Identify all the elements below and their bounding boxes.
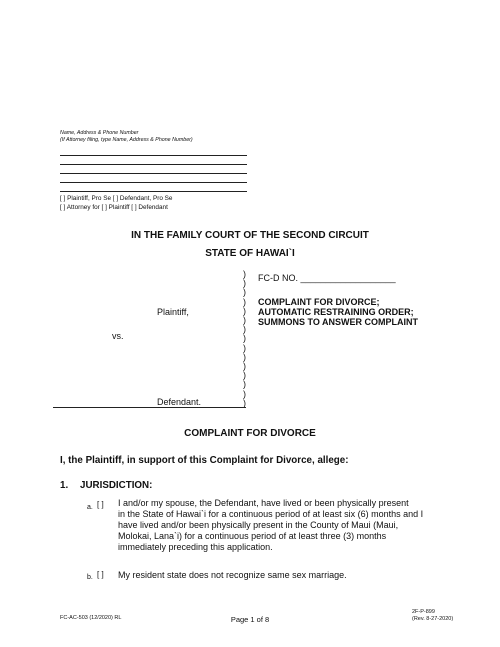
defendant-label: Defendant. bbox=[157, 397, 202, 407]
item-b-marker: b. bbox=[87, 574, 93, 581]
caption-title-line-1: COMPLAINT FOR DIVORCE; bbox=[258, 297, 380, 307]
item-a-checkbox[interactable]: [ ] bbox=[97, 500, 104, 509]
section-number: 1. bbox=[60, 480, 69, 491]
state-name: STATE OF HAWAI`I bbox=[205, 248, 295, 259]
item-a-line-5: immediately preceding this application. bbox=[118, 542, 273, 552]
address-line-1[interactable] bbox=[60, 155, 247, 156]
name-address-label: Name, Address & Phone Number bbox=[60, 130, 139, 136]
case-number-field[interactable]: FC-D NO. ___________________ bbox=[258, 273, 396, 283]
intro-sentence: I, the Plaintiff, in support of this Complaint for Divorce, allege: bbox=[60, 455, 349, 466]
item-a-line-4: Molokai, Lana`i) for a continuous period of at least three (3) months bbox=[118, 531, 387, 541]
item-a-marker: a. bbox=[87, 504, 93, 511]
address-line-5[interactable] bbox=[60, 191, 247, 192]
address-line-4[interactable] bbox=[60, 182, 247, 183]
item-b-checkbox[interactable]: [ ] bbox=[97, 570, 104, 579]
item-b-text: My resident state does not recognize same sex marriage. bbox=[118, 570, 347, 580]
caption-title bbox=[258, 297, 418, 327]
caption-bottom-line bbox=[53, 407, 246, 408]
revision-date: (Rev. 8-27-2020) bbox=[412, 616, 454, 622]
address-line-2[interactable] bbox=[60, 164, 247, 165]
item-a-line-2: in the State of Hawai`i for a continuous period of at least six (6) months and I bbox=[118, 509, 424, 519]
attorney-note: (If Attorney filing, type Name, Address & Phone Number) bbox=[60, 137, 193, 143]
item-a-text bbox=[118, 498, 443, 553]
section-title: JURISDICTION: bbox=[80, 480, 153, 491]
form-id: FC-AC-503 (12/2020) RL bbox=[60, 615, 122, 621]
party-checkbox-row-2[interactable]: [ ] Attorney for [ ] Plaintiff [ ] Defendant bbox=[60, 204, 168, 211]
caption-title-line-3: SUMMONS TO ANSWER COMPLAINT bbox=[258, 317, 418, 327]
caption-title-line-2: AUTOMATIC RESTRAINING ORDER; bbox=[258, 307, 414, 317]
item-a-line-3: have lived and/or been physically present in the County of Maui (Maui, bbox=[118, 520, 399, 530]
vs-label: vs. bbox=[112, 331, 124, 341]
form-code: 2F-P-899 bbox=[412, 609, 435, 615]
caption-divider: ) ) ) ) ) ) ) ) ) ) ) ) ) ) ) bbox=[243, 269, 246, 408]
party-checkbox-row-1[interactable]: [ ] Plaintiff, Pro Se [ ] Defendant, Pro Se bbox=[60, 195, 173, 202]
item-a-line-1: I and/or my spouse, the Defendant, have lived or been physically present bbox=[118, 498, 409, 508]
court-name: IN THE FAMILY COURT OF THE SECOND CIRCUIT bbox=[131, 230, 369, 241]
address-line-3[interactable] bbox=[60, 173, 247, 174]
document-title: COMPLAINT FOR DIVORCE bbox=[184, 428, 316, 439]
plaintiff-label: Plaintiff, bbox=[157, 307, 189, 317]
page-number: Page 1 of 8 bbox=[230, 615, 270, 624]
